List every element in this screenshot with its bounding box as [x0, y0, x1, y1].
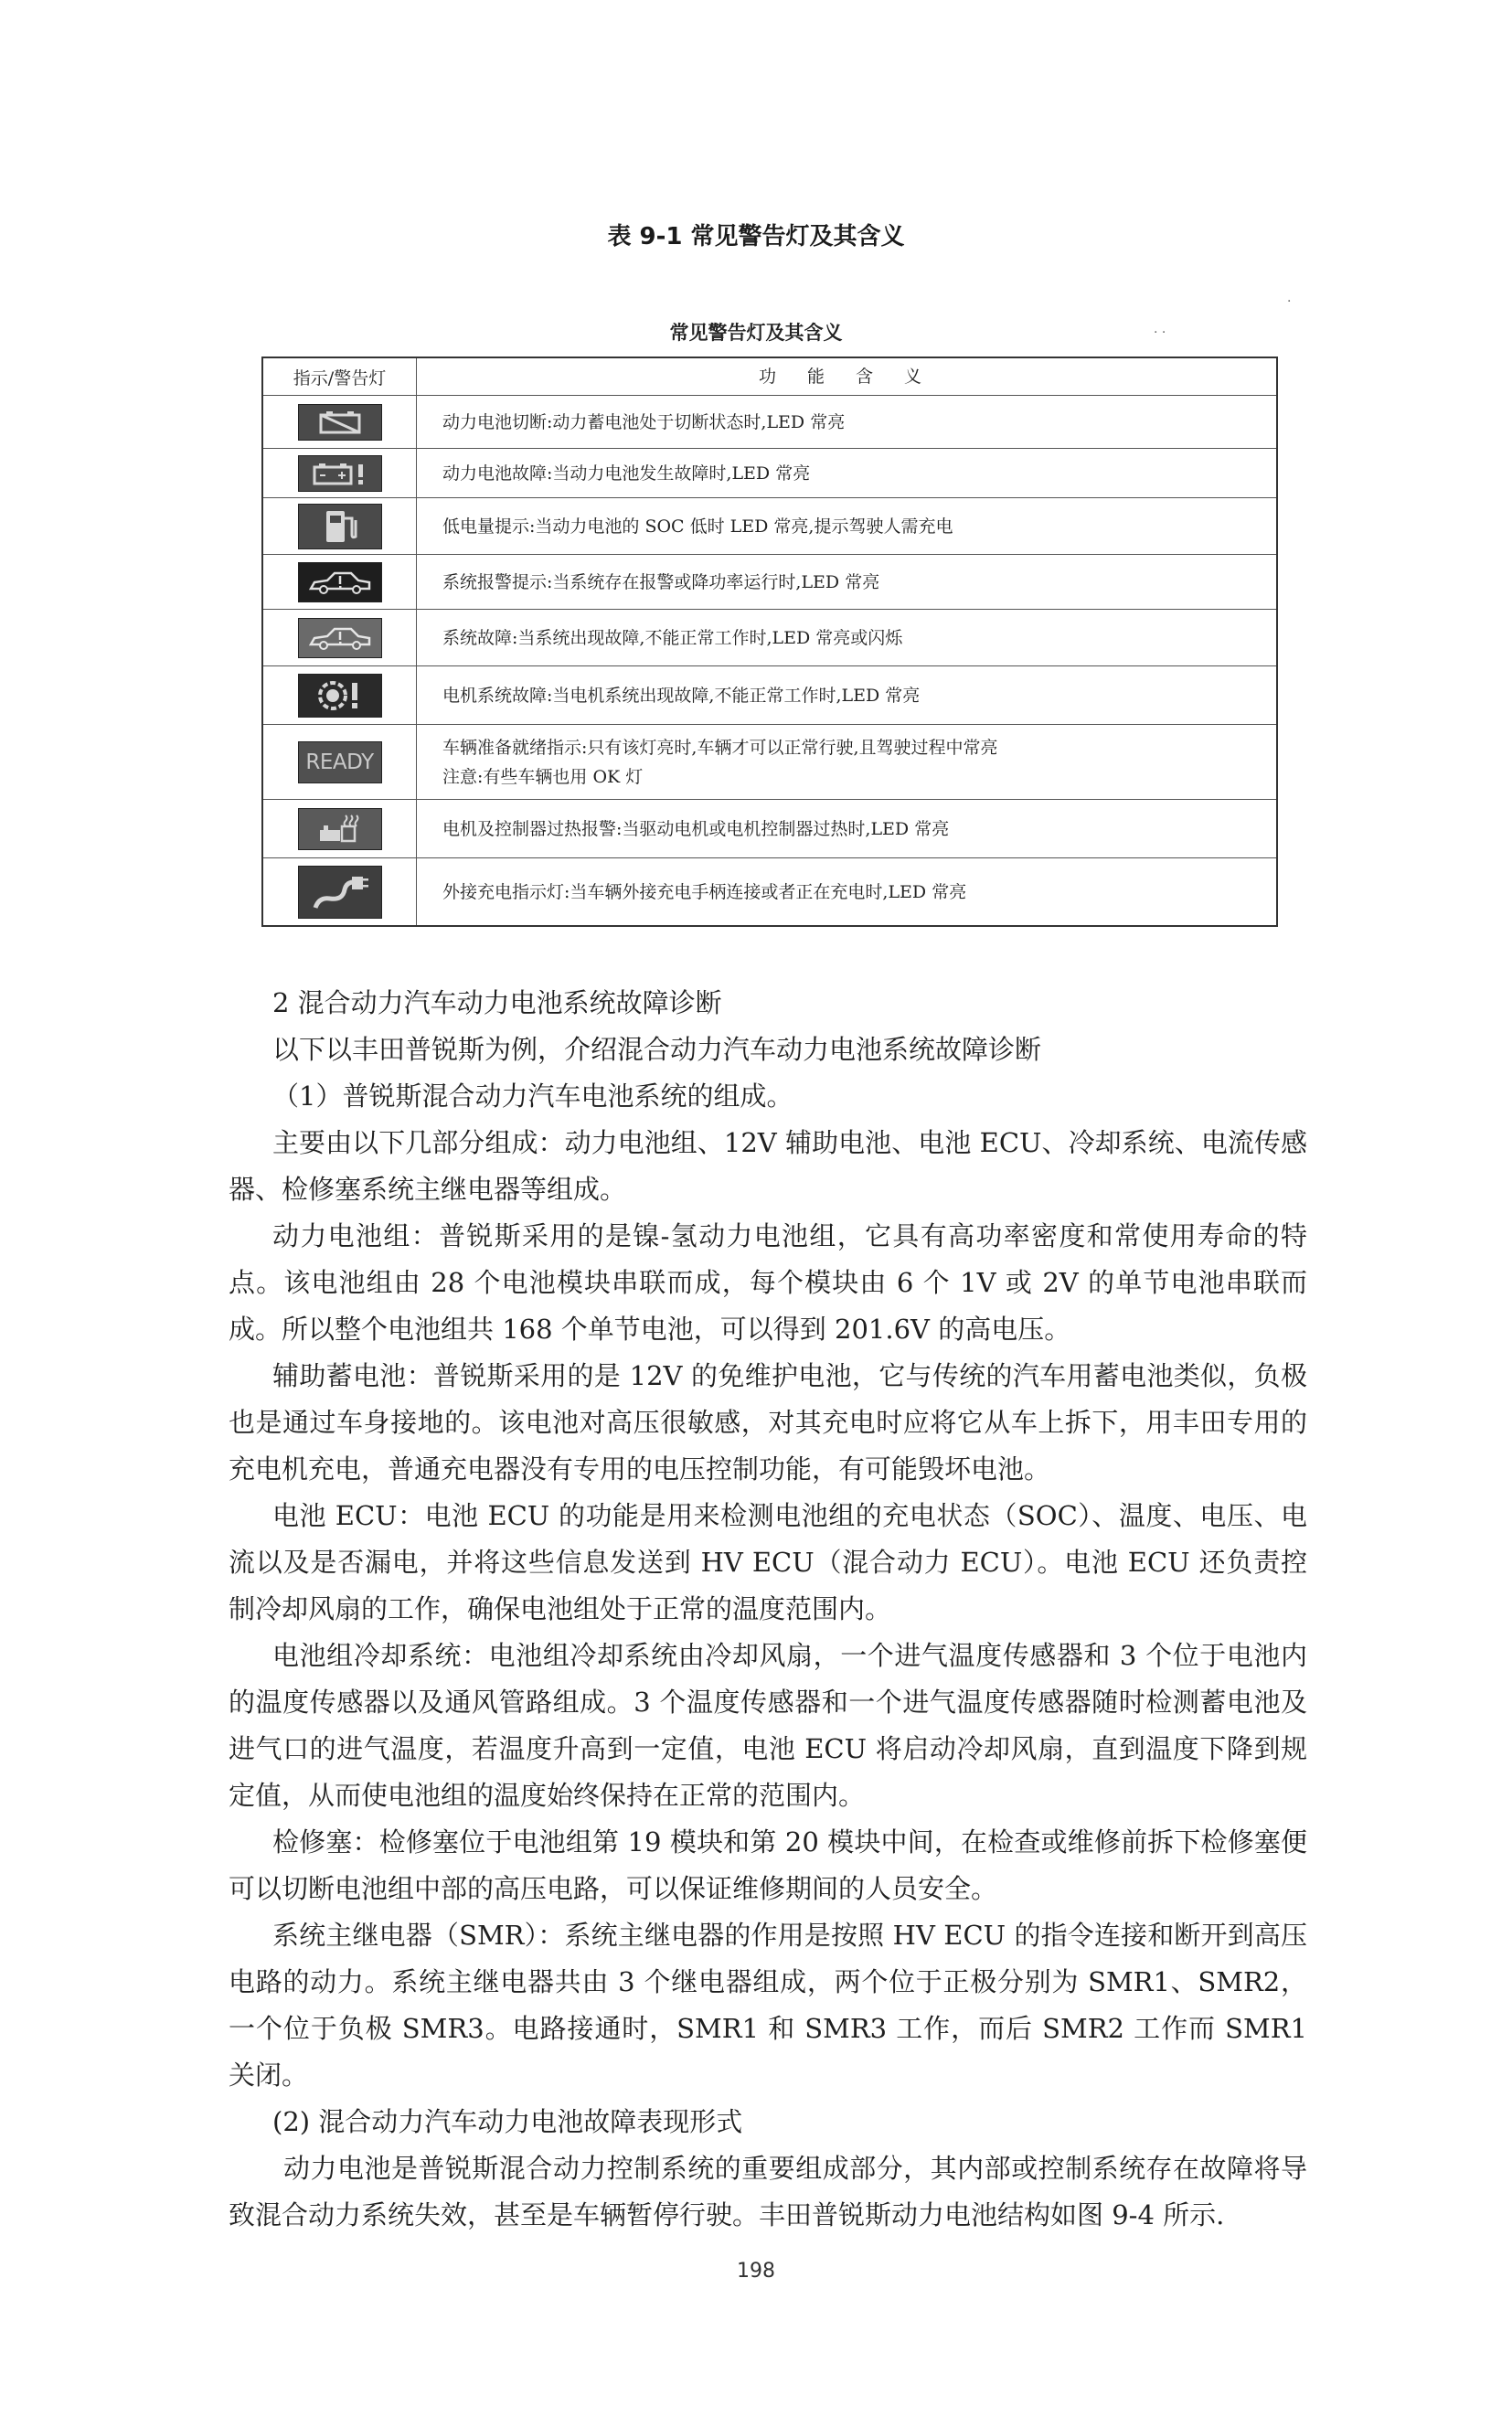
table-row — [263, 799, 1276, 857]
battery-disconnect-icon — [298, 404, 382, 441]
table-row — [263, 448, 1276, 497]
body-text — [229, 980, 1307, 2239]
overheat-icon — [298, 808, 382, 850]
paragraph: 系统主继电器（SMR）：系统主继电器的作用是按照 HV ECU 的指令连接和断开到高压电路的动力。系统主继电器共由 3 个继电器组成，两个位于正极分别为 SMR1、SMR2，一个位于负极 SMR3。电路接通时，SMR1 和 SMR3 工作，而后 SMR2 工作而 SMR1 关闭。 — [229, 1920, 1307, 2091]
table-row — [263, 724, 1276, 799]
charging-plug-icon — [298, 866, 382, 919]
page-number: 198 — [737, 2260, 775, 2283]
row-text-note: 注意:有些车辆也用 OK 灯 — [442, 766, 644, 787]
warning-lights-table — [261, 357, 1278, 927]
table-caption: 表 9-1 常见警告灯及其含义 — [607, 223, 905, 250]
table-header-row — [263, 358, 1276, 395]
row-text: 电机及控制器过热报警:当驱动电机或电机控制器过热时,LED 常亮 — [442, 818, 950, 839]
scan-speck: · — [1287, 294, 1292, 309]
table-row — [263, 497, 1276, 554]
table-row — [263, 554, 1276, 609]
row-text: 动力电池切断:动力蓄电池处于切断状态时,LED 常亮 — [442, 411, 846, 432]
table-row — [263, 609, 1276, 665]
paragraph: 辅助蓄电池：普锐斯采用的是 12V 的免维护电池，它与传统的汽车用蓄电池类似，负极也是通过车身接地的。该电池对高压很敏感，对其充电时应将它从车上拆下，用丰田专用的充电机充电，普通充电器没有专用的电压控制功能，有可能毁坏电池。 — [229, 1360, 1307, 1485]
row-text: 车辆准备就绪指示:只有该灯亮时,车辆才可以正常行驶,且驾驶过程中常亮 — [442, 737, 998, 758]
header-function: 功 能 含 义 — [758, 367, 935, 387]
row-text: 外接充电指示灯:当车辆外接充电手柄连接或者正在充电时,LED 常亮 — [442, 881, 967, 902]
row-text: 系统报警提示:当系统存在报警或降功率运行时,LED 常亮 — [442, 571, 880, 592]
header-indicator: 指示/警告灯 — [263, 358, 417, 395]
car-fault-icon — [298, 618, 382, 658]
scan-speck: · · — [1154, 325, 1166, 340]
subsection-heading: （1）普锐斯混合动力汽车电池系统的组成。 — [272, 1080, 793, 1112]
subsection-heading: (2) 混合动力汽车动力电池故障表现形式 — [272, 2106, 743, 2137]
ready-icon — [298, 741, 382, 783]
paragraph: 以下以丰田普锐斯为例，介绍混合动力汽车动力电池系统故障诊断 — [272, 1034, 1042, 1065]
paragraph: 主要由以下几部分组成：动力电池组、12V 辅助电池、电池 ECU、冷却系统、电流传感器、检修塞系统主继电器等组成。 — [229, 1127, 1307, 1205]
section-heading: 2 混合动力汽车动力电池系统故障诊断 — [272, 987, 722, 1018]
battery-fault-icon — [298, 455, 382, 492]
row-text: 动力电池故障:当动力电池发生故障时,LED 常亮 — [442, 463, 811, 484]
paragraph: 电池组冷却系统：电池组冷却系统由冷却风扇，一个进气温度传感器和 3 个位于电池内的温度传感器以及通风管路组成。3 个温度传感器和一个进气温度传感器随时检测蓄电池及进气口的进气温度，若温度升高到一定值，电池 ECU 将启动冷却风扇，直到温度下降到规定值，从而使电池组的温度始终保持在正常的范围内。 — [229, 1640, 1307, 1811]
row-text: 电机系统故障:当电机系统出现故障,不能正常工作时,LED 常亮 — [442, 685, 921, 706]
paragraph: 动力电池组：普锐斯采用的是镍-氢动力电池组，它具有高功率密度和常使用寿命的特点。该电池组由 28 个电池模块串联而成，每个模块由 6 个 1V 或 2V 的单节电池串联而成。所以整个电池组共 168 个单节电池，可以得到 201.6V 的高电压。 — [229, 1220, 1307, 1345]
table-row — [263, 665, 1276, 724]
table-title: 常见警告灯及其含义 — [669, 322, 843, 344]
table-row — [263, 857, 1276, 925]
paragraph: 动力电池是普锐斯混合动力控制系统的重要组成部分，其内部或控制系统存在故障将导致混合动力系统失效，甚至是车辆暂停行驶。丰田普锐斯动力电池结构如图 9-4 所示. — [229, 2153, 1307, 2230]
row-text: 系统故障:当系统出现故障,不能正常工作时,LED 常亮或闪烁 — [442, 627, 903, 648]
row-text: 低电量提示:当动力电池的 SOC 低时 LED 常亮,提示驾驶人需充电 — [442, 516, 953, 537]
paragraph: 电池 ECU：电池 ECU 的功能是用来检测电池组的充电状态（SOC）、温度、电压、电流以及是否漏电，并将这些信息发送到 HV ECU（混合动力 ECU）。电池 ECU 还负责控制冷却风扇的工作，确保电池组处于正常的温度范围内。 — [229, 1500, 1307, 1624]
ready-icon-text: READY — [305, 750, 374, 774]
motor-fault-icon — [298, 674, 382, 718]
car-alarm-icon — [298, 562, 382, 602]
fuel-pump-icon — [298, 504, 382, 549]
table-row — [263, 395, 1276, 448]
paragraph: 检修塞：检修塞位于电池组第 19 模块和第 20 模块中间，在检查或维修前拆下检修塞便可以切断电池组中部的高压电路，可以保证维修期间的人员安全。 — [229, 1826, 1307, 1904]
